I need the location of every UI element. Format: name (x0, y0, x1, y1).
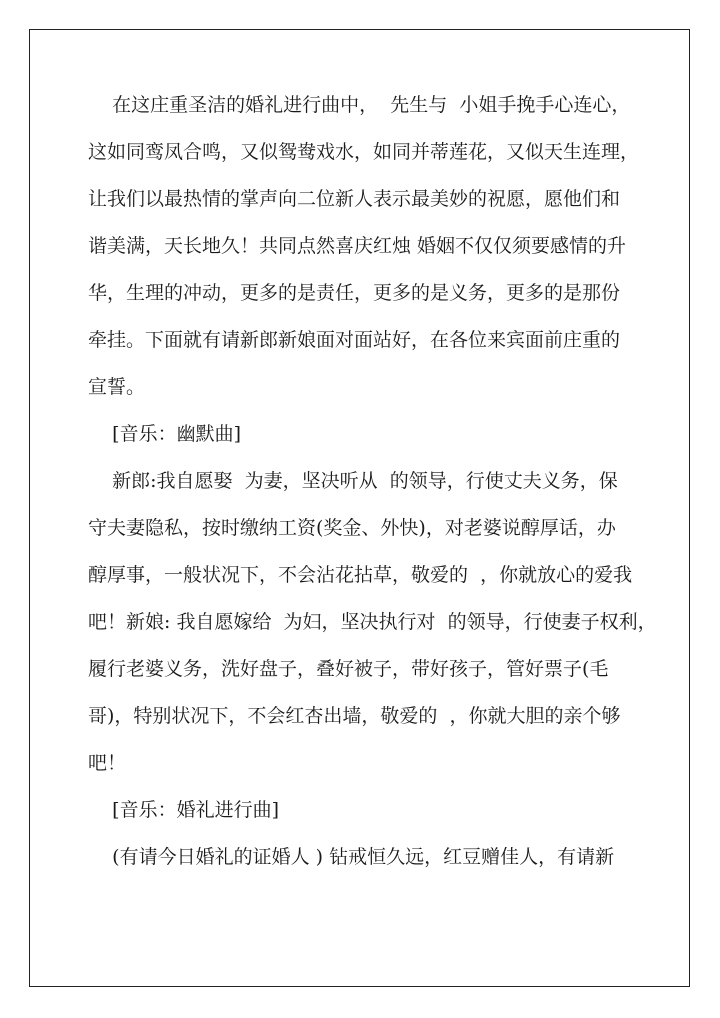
text-line: 吧！ (88, 752, 127, 774)
text-line: 哥)，特别状况下，不会红杏出墙，敬爱的 ，你就大胆的亲个够 (88, 705, 621, 727)
text-line: 牵挂。下面就有请新郎新娘面对面站好，在各位来宾面前庄重的 (88, 329, 621, 351)
text-line: 让我们以最热情的掌声向二位新人表示最美妙的祝愿，愿他们和 (88, 188, 621, 210)
text-line: 吧！新娘: 我自愿嫁给 为妇，坚决执行对 的领导，行使妻子权利， (88, 611, 657, 633)
text-line: 履行老婆义务，洗好盘子，叠好被子，带好孩子，管好票子(毛 (88, 658, 609, 680)
text-line: (有请今日婚礼的证婚人 ) 钻戒恒久远，红豆赠佳人，有请新 (88, 846, 615, 868)
section-heading: [音乐：婚礼进行曲] (88, 799, 279, 821)
text-line: 醇厚事，一般状况下，不会沾花拈草，敬爱的 ，你就放心的爱我 (88, 564, 633, 586)
text-line: 守夫妻隐私，按时缴纳工资(奖金、外快)，对老婆说醇厚话，办 (88, 517, 616, 539)
page-border (29, 29, 690, 987)
text-line: 谐美满，天长地久！共同点然喜庆红烛 婚姻不仅仅须要感情的升 (88, 235, 627, 257)
text-line: 宣誓。 (88, 376, 146, 398)
section-heading: [音乐：幽默曲] (88, 423, 241, 445)
text-line: 新郎:我自愿娶 为妻，坚决听从 的领导，行使丈夫义务，保 (88, 470, 618, 492)
text-line: 这如同鸾凤合鸣，又似鸳鸯戏水，如同并蒂莲花，又似天生连理， (88, 141, 640, 163)
text-line: 在这庄重圣洁的婚礼进行曲中， 先生与 小姐手挽手心连心， (88, 94, 631, 116)
text-line: 华，生理的冲动，更多的是责任，更多的是义务，更多的是那份 (88, 282, 621, 304)
